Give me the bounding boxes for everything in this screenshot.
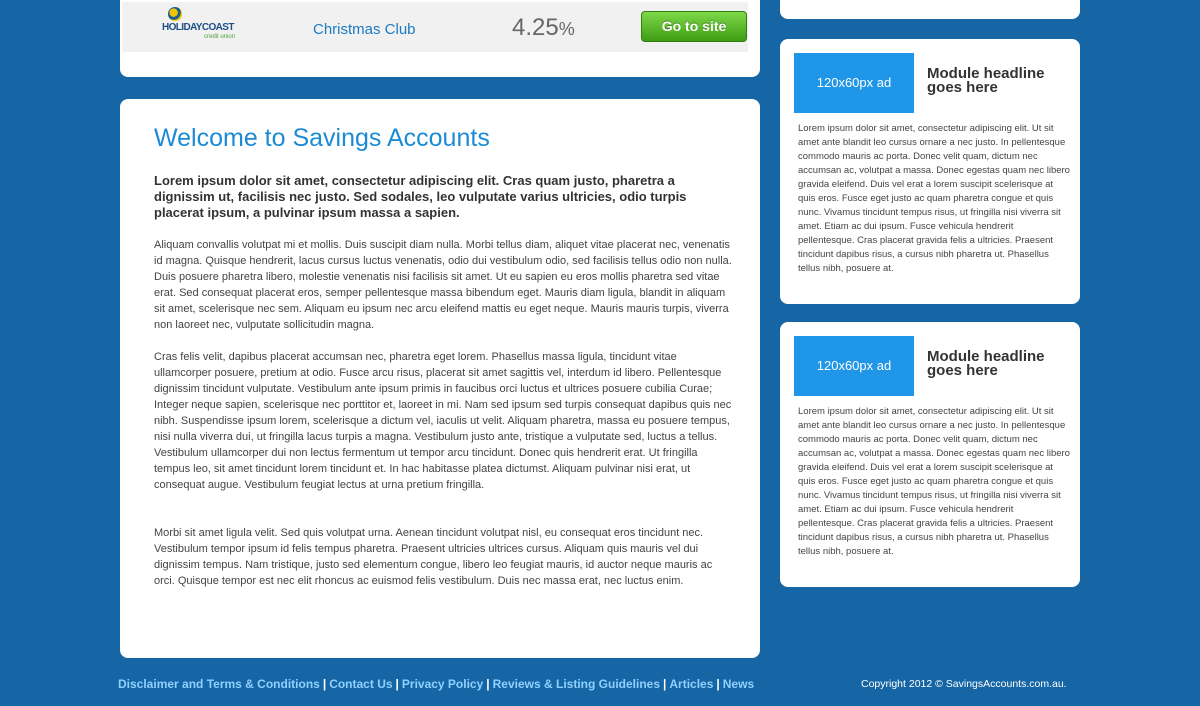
module-body: Lorem ipsum dolor sit amet, consectetur adipiscing elit. Ut sit amet ante blandit leo cursus ornare a nec justo. In pellentesque commodo mauris ac porta. Donec velit quam, dictum nec accumsan ac, volutpat a massa. Donec egestas quam nec libero gravida eleifend. Duis vel erat a lorem suscipit scelerisque at quis eros. Fusce eget justo ac quam pharetra congue et quis nunc. Vivamus tincidunt tempus risus, ut fringilla nisi viverra sit amet. Etiam ac dui ipsum. Fusce vehicula hendrerit pellentesque. Cras placerat gravida felis a ultricies. Praesent tincidunt dapibus risus, a cursus nibh pharetra ut. Phasellus tellus nibh, posuere at. — [798, 123, 1070, 274]
product-rate — [512, 14, 575, 42]
sidebar-top-panel — [780, 0, 1080, 19]
ad-placeholder[interactable]: 120x60px ad — [794, 53, 914, 113]
holidaycoast-logo[interactable] — [162, 7, 242, 45]
rate-unit: % — [558, 19, 575, 39]
body-paragraph: Aliquam convallis volutpat mi et mollis. Duis suscipit diam nulla. Morbi tellus diam, aliquet vitae placerat nec, venenatis id magna. Quisque hendrerit, lacus cursus luctus venenatis, odio dui vestibulum odio, sed facilisis tellus odio non nulla. Duis posuere pharetra libero, molestie venenatis nisi facilisis sit amet. Ut eu sapien eu eros mollis pharetra sed vitae erat. Sed consequat placerat eros, semper pellentesque massa bibendum eget. Mauris diam ligula, blandit in aliquam sit amet, scelerisque nec sem. Aliquam eu ipsum nec arcu eleifend mattis eu eget neque. Mauris mauris turpis, viverra non laoreet nec, vulputate sollicitudin magna. — [154, 239, 732, 331]
footer-links — [118, 677, 754, 691]
page-title: Welcome to Savings Accounts — [154, 124, 490, 152]
sidebar-module — [780, 39, 1080, 304]
module-body: Lorem ipsum dolor sit amet, consectetur adipiscing elit. Ut sit amet ante blandit leo cursus ornare a nec justo. In pellentesque commodo mauris ac porta. Donec velit quam, dictum nec accumsan ac, volutpat a massa. Donec egestas quam nec libero gravida eleifend. Duis vel erat a lorem suscipit scelerisque at quis eros. Fusce eget justo ac quam pharetra congue et quis nunc. Vivamus tincidunt tempus risus, ut fringilla nisi viverra sit amet. Etiam ac dui ipsum. Fusce vehicula hendrerit pellentesque. Cras placerat gravida felis a ultricies. Praesent tincidunt dapibus risus, a cursus nibh pharetra ut. Phasellus tellus nibh, posuere at. — [798, 406, 1070, 557]
footer-separator: | — [322, 677, 327, 691]
logo-name: HOLIDAYCOAST — [162, 22, 234, 33]
rate-value: 4.25 — [512, 14, 559, 41]
module-headline: Module headline goes here — [927, 348, 1045, 379]
module-headline: Module headline goes here — [927, 65, 1045, 96]
product-row — [122, 2, 748, 52]
copyright-text: Copyright 2012 © SavingsAccounts.com.au. — [861, 678, 1067, 690]
go-to-site-button[interactable]: Go to site — [641, 11, 747, 42]
body-paragraph: Cras felis velit, dapibus placerat accumsan nec, pharetra eget lorem. Phasellus massa ligula, tincidunt vitae ullamcorper posuere, pretium at odio. Fusce arcu risus, placerat sit amet sagittis vel, interdum id libero. Pellentesque dignissim tincidunt vulputate. Vestibulum ante ipsum primis in faucibus orci luctus et ultrices posuere cubilia Curae; Integer neque sapien, scelerisque nec porttitor et, laoreet in mi. Nam sed ipsum sed turpis consequat dapibus quis nec nibh. Suspendisse ipsum lorem, scelerisque a dictum vel, iaculis ut velit. Aliquam pharetra, massa eu posuere tempus, nisi nulla viverra dui, ut fringilla lacus turpis a magna. Vestibulum justo ante, tristique a vulputate sed, luctus a tellus. Vestibulum ullamcorper dui non lectus fermentum ut tempor arcu tincidunt. Donec quis hendrerit erat. Ut fringilla tempus leo, sit amet tincidunt lorem tincidunt et. In hac habitasse platea dictumst. Aliquam pulvinar nisi erat, ut consequat augue. Vestibulum feugiat lectus at urna pretium fringilla. — [154, 351, 732, 491]
body-paragraph: Morbi sit amet ligula velit. Sed quis volutpat urna. Aenean tincidunt volutpat nisl, eu consequat eros tincidunt nec. Vestibulum tempor ipsum id felis tempus pharetra. Praesent ultricies ultrices cursus. Aliquam quis mauris vel dui dignissim tempus. Nam tristique, justo sed elementum congue, libero leo feugiat mauris, id auctor neque mauris ac orci. Quisque tempor est nec elit rhoncus ac euismod felis vestibulum. Duis nec massa erat, nec luctus enim. — [154, 527, 713, 587]
footer-link-reviews[interactable]: Reviews & Listing Guidelines — [492, 677, 661, 691]
main-content-panel — [120, 99, 760, 658]
footer-separator: | — [663, 677, 667, 691]
footer-link-privacy[interactable]: Privacy Policy — [401, 677, 484, 691]
footer-link-articles[interactable]: Articles — [669, 677, 714, 691]
intro-paragraph: Lorem ipsum dolor sit amet, consectetur adipiscing elit. Cras quam justo, pharetra a dignissim ut, facilisis nec justo. Sed sodales, leo vulputate varius ultricies, odio turpis placerat ipsum, a pulvinar ipsum massa a sapien. — [154, 173, 687, 220]
sidebar-module — [780, 322, 1080, 587]
product-name[interactable]: Christmas Club — [313, 21, 416, 38]
footer-separator: | — [716, 677, 720, 691]
footer-separator: | — [486, 677, 490, 691]
logo-subtitle: credit union — [204, 34, 236, 40]
footer-link-news[interactable]: News — [722, 677, 755, 691]
product-panel — [120, 0, 760, 77]
ad-placeholder[interactable]: 120x60px ad — [794, 336, 914, 396]
footer-separator: | — [395, 677, 399, 691]
footer-link-disclaimer[interactable]: Disclaimer and Terms & Conditions — [118, 677, 320, 691]
footer-link-contact[interactable]: Contact Us — [329, 677, 393, 691]
logo-swirl-icon — [168, 7, 182, 21]
